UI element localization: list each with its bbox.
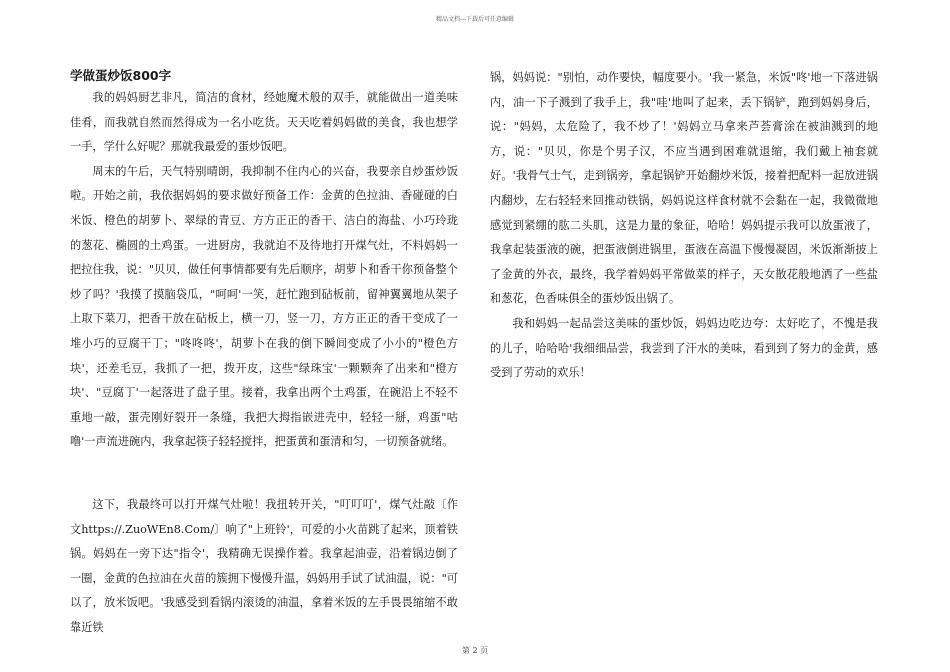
paragraph-cooking: 这下，我最终可以打开煤气灶啦！我扭转开关，"叮叮叮'，煤气灶敲〔作文https://.ZuoWEn8.Com/〕响了"上班铃'，可爱的小火苗跳了起来，顶着铁锅。妈妈在一旁下达"指令'，我精确无误操作着。我拿起油壶，沿着锅边倒了一圈，金黄的色拉油在火苗的簇拥下慢慢升温，妈妈用手试了试油温，说："可以了，放米饭吧。'我感受到看锅内滚烫的油温，拿着米饭的左手畏畏缩缩不敢靠近铁 bbox=[70, 497, 458, 634]
paragraph-intro: 我的妈妈厨艺非凡，简洁的食材，经她魔术般的双手，就能做出一道美味佳肴，而我就自然而然得成为一名小吃货。天天吃着妈妈做的美食，我也想学一手，学什么好呢？那就我最爱的蛋炒饭吧。 bbox=[70, 91, 458, 154]
page-number: 第 2 页 bbox=[461, 646, 489, 655]
paragraph-cooking-continued: 锅，妈妈说："别怕，动作要快，幅度要小。'我一紧急，米饭"咚'地一下落进锅内，油一下子溅到了我手上，我"哇'地叫了起来，丢下锅铲，跑到妈妈身后，说："妈妈，太危险了，我不炒了！'妈妈立马拿来芦荟膏涂在被油溅到的地方，说："贝贝，你是个男子汉，不应当遇到困难就退缩，我们戴上袖套就好。'我骨气士气，走到锅旁，拿起锅铲开始翻炒米饭，接着把配料一起放进锅内翻炒，左右轻轻来回推动铁锅，妈妈说这样食材就不会黏在一起，我微微地感觉到紧绷的肱二头肌，这是力量的象征，哈哈！妈妈提示我可以放蛋液了，我拿起装蛋液的碗，把蛋液倒进锅里，蛋液在高温下慢慢凝固，米饭渐渐披上了金黄的外衣，最终，我学着妈妈平常做菜的样子，天女散花般地洒了一些盐和葱花，色香味俱全的蛋炒饭出锅了。 bbox=[490, 71, 878, 306]
left-column bbox=[70, 66, 458, 640]
paragraph-preparation: 周末的午后，天气特别晴朗，我抑制不住内心的兴奋，我要亲自炒蛋炒饭啦。开始之前，我依据妈妈的要求做好预备工作：金黄的色拉油、香碰碰的白米饭、橙色的胡萝卜、翠绿的青豆、方方正正的香干、洁白的海盐、小巧玲珑的葱花、椭圆的土鸡蛋。一进厨房，我就迫不及待地打开煤气灶，不料妈妈一把拉住我，说："贝贝，做任何事情都要有先后顺序，胡萝卜和香干你预备整个炒了吗？'我摸了摸脑袋瓜，"呵呵'一笑，赶忙跑到砧板前，留神翼翼地从架子上取下菜刀，把香干放在砧板上，横一刀，竖一刀，方方正正的香干变成了一堆小巧的豆腐干丁；"咚咚咚'，胡萝卜在我的倒下瞬间变成了小小的"橙色方块'，还差毛豆，我抓了一把，拨开皮，这些"绿珠宝'一颗颗奔了出来和"橙方块'、"豆腐丁'一起落进了盘子里。接着，我拿出两个土鸡蛋，在碗沿上不轻不重地一敲，蛋壳刚好裂开一条缝，我把大拇指嵌进壳中，轻轻一掰，鸡蛋"咕噜'一声流进碗内，我拿起筷子轻轻搅拌，把蛋黄和蛋清和匀，一切预备就绪。 bbox=[70, 164, 458, 449]
paragraph-conclusion: 我和妈妈一起品尝这美味的蛋炒饭，妈妈边吃边夸：太好吃了，不愧是我的儿子，哈哈哈'我细细品尝，我尝到了汗水的美味，看到到了努力的金黄，感受到了劳动的欢乐！ bbox=[490, 316, 878, 380]
paragraph-gap bbox=[70, 455, 458, 493]
page-header: 精品文档---下载后可任意编辑 bbox=[435, 16, 515, 23]
right-column bbox=[490, 66, 878, 386]
document-title: 学做蛋炒饭800字 bbox=[70, 68, 172, 83]
